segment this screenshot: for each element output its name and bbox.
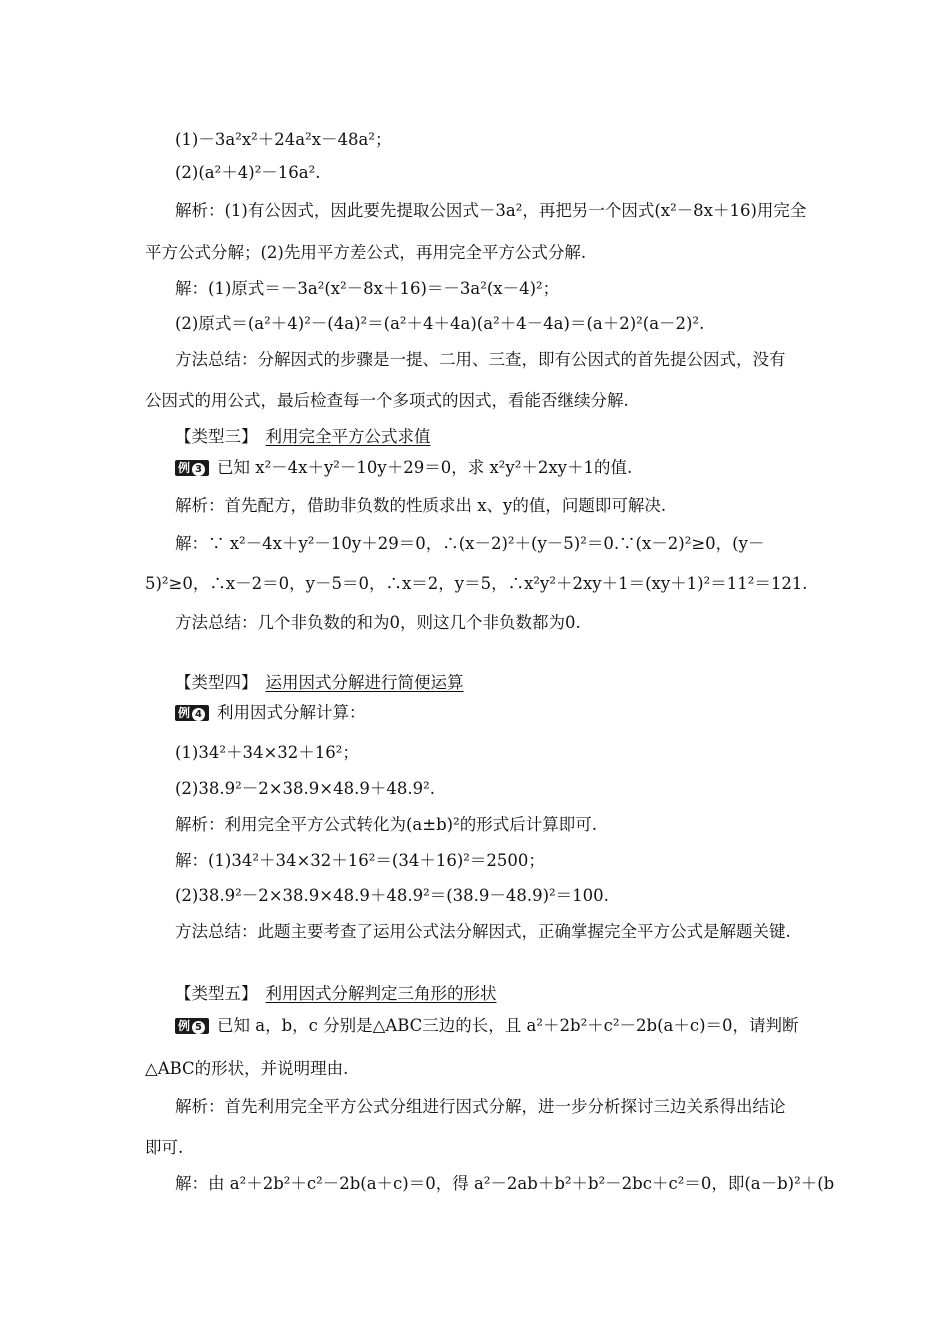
example-badge: 例 3: [175, 460, 209, 476]
section-title: 运用因式分解进行简便运算: [265, 673, 464, 692]
analysis-text-cont: 平方公式分解；(2)先用平方差公式，再用完全平方公式分解.: [145, 243, 587, 262]
analysis-text: 解析：利用完全平方公式转化为(a±b)²的形式后计算即可.: [175, 815, 597, 834]
solution-1: 解：(1)34²＋34×32＋16²＝(34＋16)²＝2500；: [175, 851, 545, 870]
section-title: 利用因式分解判定三角形的形状: [265, 984, 497, 1003]
example-badge: 例 4: [175, 705, 209, 721]
analysis-text: 解析：首先利用完全平方公式分组进行因式分解，进一步分析探讨三边关系得出结论: [175, 1097, 786, 1116]
example-5: [175, 1015, 799, 1037]
solution-1: 解：(1)原式＝－3a²(x²－8x＋16)＝－3a²(x－4)²；: [175, 279, 560, 298]
analysis-text: 解析：(1)有公因式，因此要先提取公因式－3a²，再把另一个因式(x²－8x＋16)用完全: [175, 201, 807, 220]
solution-text: 解：∵ x²－4x＋y²－10y＋29＝0，∴(x－2)²＋(y－5)²＝0.∵(x－2)²≥0，(y－: [175, 534, 765, 553]
method-summary: 方法总结：几个非负数的和为0，则这几个非负数都为0.: [175, 613, 581, 632]
section-title: 利用完全平方公式求值: [265, 427, 431, 446]
solution-text-cont: 5)²≥0，∴x－2＝0，y－5＝0，∴x＝2，y＝5，∴x²y²＋2xy＋1＝(xy＋1)²＝11²＝121.: [145, 574, 808, 593]
analysis-text-cont: 即可.: [145, 1138, 184, 1157]
analysis-text: 解析：首先配方，借助非负数的性质求出 x、y的值，问题即可解决.: [175, 496, 667, 515]
solution-2: (2)原式＝(a²＋4)²－(4a)²＝(a²＋4＋4a)(a²＋4－4a)＝(a＋2)²(a－2)².: [175, 314, 705, 333]
method-summary: 方法总结：分解因式的步骤是一提、二用、三查，即有公因式的首先提公因式，没有: [175, 350, 786, 369]
section-heading-5: [175, 983, 497, 1005]
example-question: 已知 x²－4x＋y²－10y＋29＝0，求 x²y²＋2xy＋1的值.: [217, 458, 633, 477]
example-4: [175, 702, 366, 724]
problem-1: (1)34²＋34×32＋16²；: [175, 743, 359, 762]
solution-2: (2)38.9²－2×38.9×48.9＋48.9²＝(38.9－48.9)²＝100.: [175, 886, 609, 905]
section-tag: 【类型三】: [175, 427, 258, 446]
section-heading-3: [175, 426, 431, 448]
section-heading-4: [175, 672, 464, 694]
problem-1: (1)－3a²x²＋24a²x－48a²；: [175, 130, 392, 149]
problem-2: (2)38.9²－2×38.9×48.9＋48.9².: [175, 779, 435, 798]
section-tag: 【类型五】: [175, 984, 258, 1003]
example-question-cont: △ABC的形状，并说明理由.: [145, 1059, 349, 1078]
example-question: 已知 a，b，c 分别是△ABC三边的长，且 a²＋2b²＋c²－2b(a＋c)＝0，请判断: [217, 1016, 799, 1035]
example-3: [175, 457, 632, 479]
section-tag: 【类型四】: [175, 673, 258, 692]
problem-2: (2)(a²＋4)²－16a².: [175, 163, 321, 182]
example-question: 利用因式分解计算：: [217, 703, 366, 722]
example-badge: 例 5: [175, 1018, 209, 1034]
method-summary-cont: 公因式的用公式，最后检查每一个多项式的因式，看能否继续分解.: [145, 391, 629, 410]
solution-text: 解：由 a²＋2b²＋c²－2b(a＋c)＝0，得 a²－2ab＋b²＋b²－2bc＋c²＝0，即(a－b)²＋(b: [175, 1174, 835, 1193]
method-summary: 方法总结：此题主要考查了运用公式法分解因式，正确掌握完全平方公式是解题关键.: [175, 922, 791, 941]
